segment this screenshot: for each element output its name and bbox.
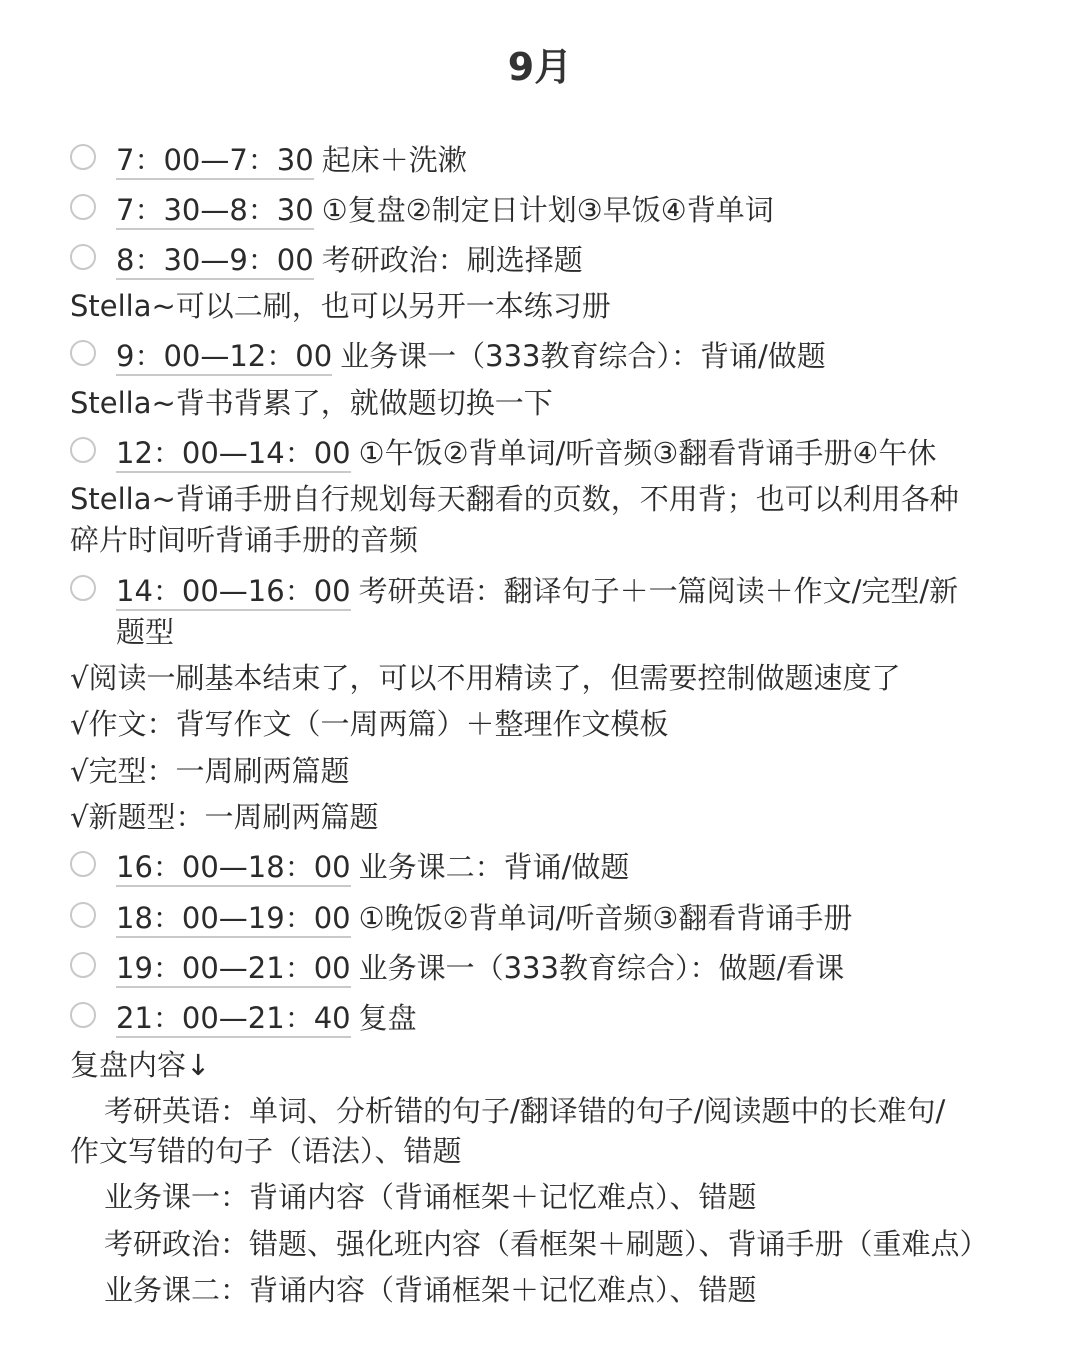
task-text: ①晚饭②背单词/听音频③翻看背诵手册 [358,901,853,935]
checkbox-circle-icon[interactable] [70,437,96,463]
task-text: 业务课二：背诵/做题 [358,850,630,884]
task-text: 业务课一（333教育综合）：背诵/做题 [340,339,826,373]
page-title: 9月 [507,45,573,89]
task-time: 14：00—16：00 [116,574,351,611]
checkbox-circle-icon[interactable] [70,952,96,978]
task-text-continued: 题型 [116,615,175,649]
task-time: 16：00—18：00 [116,850,351,887]
checkbox-circle-icon[interactable] [70,1002,96,1028]
checkbox-circle-icon[interactable] [70,902,96,928]
checkbox-circle-icon[interactable] [70,244,96,270]
checkbox-circle-icon[interactable] [70,340,96,366]
english-note: √新题型：一周刷两篇题 [70,800,379,834]
task-time: 19：00—21：00 [116,951,351,988]
note-text: 碎片时间听背诵手册的音频 [70,523,419,557]
task-time: 8：30—9：00 [116,243,314,280]
review-item: 考研政治：错题、强化班内容（看框架＋刷题）、背诵手册（重难点） [104,1227,989,1261]
task-time: 7：00—7：30 [116,143,314,180]
note-text: Stella~背书背累了，就做题切换一下 [70,386,553,420]
task-text: 复盘 [358,1001,417,1035]
task-text: 业务课一（333教育综合）：做题/看课 [358,951,845,985]
review-item: 业务课二：背诵内容（背诵框架＋记忆难点）、错题 [104,1273,757,1307]
task-text: 考研政治：刷选择题 [321,243,583,277]
task-time: 21：00—21：40 [116,1001,351,1038]
note-text: Stella~可以二刷，也可以另开一本练习册 [70,289,611,323]
checkbox-circle-icon[interactable] [70,851,96,877]
english-note: √完型：一周刷两篇题 [70,754,350,788]
task-time: 9：00—12：00 [116,339,332,376]
task-time: 12：00—14：00 [116,436,351,473]
task-text: 起床＋洗漱 [321,143,467,177]
english-note: √阅读一刷基本结束了，可以不用精读了，但需要控制做题速度了 [70,661,901,695]
checkbox-circle-icon[interactable] [70,144,96,170]
review-item-continued: 作文写错的句子（语法）、错题 [70,1134,462,1168]
review-item: 考研英语：单词、分析错的句子/翻译错的句子/阅读题中的长难句/ [104,1094,946,1128]
review-heading: 复盘内容↓ [70,1048,211,1082]
checkbox-circle-icon[interactable] [70,194,96,220]
task-text: ①复盘②制定日计划③早饭④背单词 [321,193,774,227]
task-text: ①午饭②背单词/听音频③翻看背诵手册④午休 [358,436,937,470]
task-time: 18：00—19：00 [116,901,351,938]
review-item: 业务课一：背诵内容（背诵框架＋记忆难点）、错题 [104,1180,757,1214]
checkbox-circle-icon[interactable] [70,575,96,601]
task-time: 7：30—8：30 [116,193,314,230]
english-note: √作文：背写作文（一周两篇）＋整理作文模板 [70,707,669,741]
task-text: 考研英语：翻译句子＋一篇阅读＋作文/完型/新 [358,574,959,608]
note-text: Stella~背诵手册自行规划每天翻看的页数，不用背；也可以利用各种 [70,482,959,516]
